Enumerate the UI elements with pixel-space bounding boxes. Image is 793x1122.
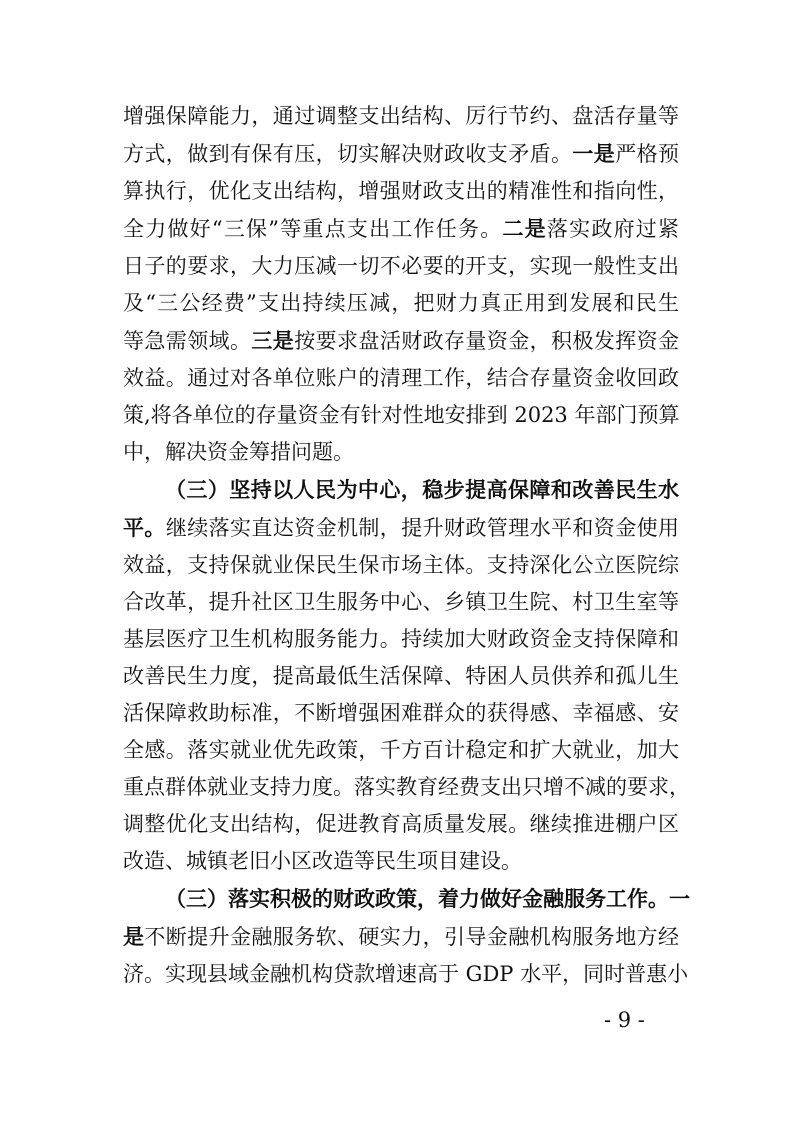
- line-text: 增强保障能力，通过调整支出结构、厉行节约、盘活存量等: [123, 104, 679, 128]
- line-text: 落实政府过紧: [546, 217, 680, 241]
- bold-text: 平。: [123, 515, 166, 540]
- text-line: [123, 210, 679, 248]
- line-text: 全力做好“三保”等重点支出工作任务。: [123, 217, 503, 241]
- bold-text: （三）落实积极的财政政策，着力做好金融服务工作。: [165, 886, 669, 911]
- body-text: [123, 98, 690, 993]
- line-text: 继续落实直达资金机制，提升财政管理水平和资金使用: [165, 516, 680, 540]
- bold-text: 二是: [502, 216, 547, 241]
- line-text: 合改革，提升社区卫生服务中心、乡镇卫生院、村卫生室等: [123, 590, 679, 614]
- text-line: [123, 621, 679, 658]
- bold-text: 一: [669, 886, 690, 911]
- line-text: 调整优化支出结构，促进教育高质量发展。继续推进棚户区: [123, 812, 679, 836]
- line-text: 全感。落实就业优先政策，千方百计稳定和扩大就业，加大: [123, 738, 679, 762]
- line-text: 效益。通过对各单位账户的清理工作，结合存量资金收回政: [123, 366, 679, 390]
- line-text: 等急需领域。: [123, 329, 252, 353]
- bold-text: （三）坚持以人民为中心，稳步提高保障和改善民生水: [165, 477, 679, 502]
- text-line: [123, 98, 679, 135]
- line-text: 按要求盘活财政存量资金，积极发挥资金: [294, 329, 680, 353]
- text-line: [123, 806, 679, 843]
- line-text: 方式，做到有保有压，切实解决财政收支矛盾。: [123, 142, 573, 166]
- text-line: [123, 547, 679, 584]
- text-line: [123, 658, 679, 695]
- page-number: - 9 -: [604, 1008, 645, 1032]
- line-text: 活保障救助标准，不断增强困难群众的获得感、幸福感、安: [123, 701, 679, 725]
- text-line: [123, 695, 679, 732]
- line-text: 效益，支持保就业保民生保市场主体。支持深化公立医院综: [123, 553, 679, 577]
- text-line: [123, 732, 679, 769]
- line-text: 及“三公经费”支出持续压减，把财力真正用到发展和民生: [123, 291, 679, 315]
- text-line: [123, 135, 679, 173]
- line-text: 基层医疗卫生机构服务能力。持续加大财政资金支持保障和: [123, 627, 679, 651]
- bold-text: 三是: [251, 328, 295, 353]
- text-line: [123, 509, 679, 547]
- text-line: [123, 434, 679, 471]
- line-text: 策,将各单位的存量资金有针对性地安排到 2023 年部门预算: [123, 403, 680, 427]
- text-line: [123, 843, 679, 880]
- line-text: 算执行，优化支出结构，增强财政支出的精准性和指向性，: [123, 179, 679, 203]
- text-line: [123, 880, 690, 918]
- line-text: 不断提升金融服务软、硬实力，引导金融机构服务地方经: [144, 925, 680, 949]
- text-line: [123, 956, 689, 993]
- text-line: [123, 918, 679, 956]
- text-line: [123, 248, 679, 285]
- line-text: 中，解决资金筹措问题。: [123, 440, 354, 464]
- line-text: 严格预: [615, 142, 680, 166]
- text-line: [123, 397, 679, 434]
- text-line: [123, 769, 690, 806]
- text-line: [123, 173, 679, 210]
- bold-text: 是: [123, 924, 145, 949]
- bold-text: 一是: [572, 141, 616, 166]
- text-line: [123, 285, 679, 322]
- line-text: 重点群体就业支持力度。落实教育经费支出只增不减的要求，: [123, 775, 690, 799]
- text-line: [123, 584, 679, 621]
- text-line: [123, 322, 679, 360]
- line-text: 济。实现县域金融机构贷款增速高于 GDP 水平，同时普惠小: [123, 962, 689, 986]
- text-line: [123, 360, 679, 397]
- line-text: 日子的要求，大力压减一切不必要的开支，实现一般性支出: [123, 254, 679, 278]
- line-text: 改造、城镇老旧小区改造等民生项目建设。: [123, 849, 522, 873]
- text-line: [123, 471, 679, 509]
- line-text: 改善民生力度，提高最低生活保障、特困人员供养和孤儿生: [123, 664, 679, 688]
